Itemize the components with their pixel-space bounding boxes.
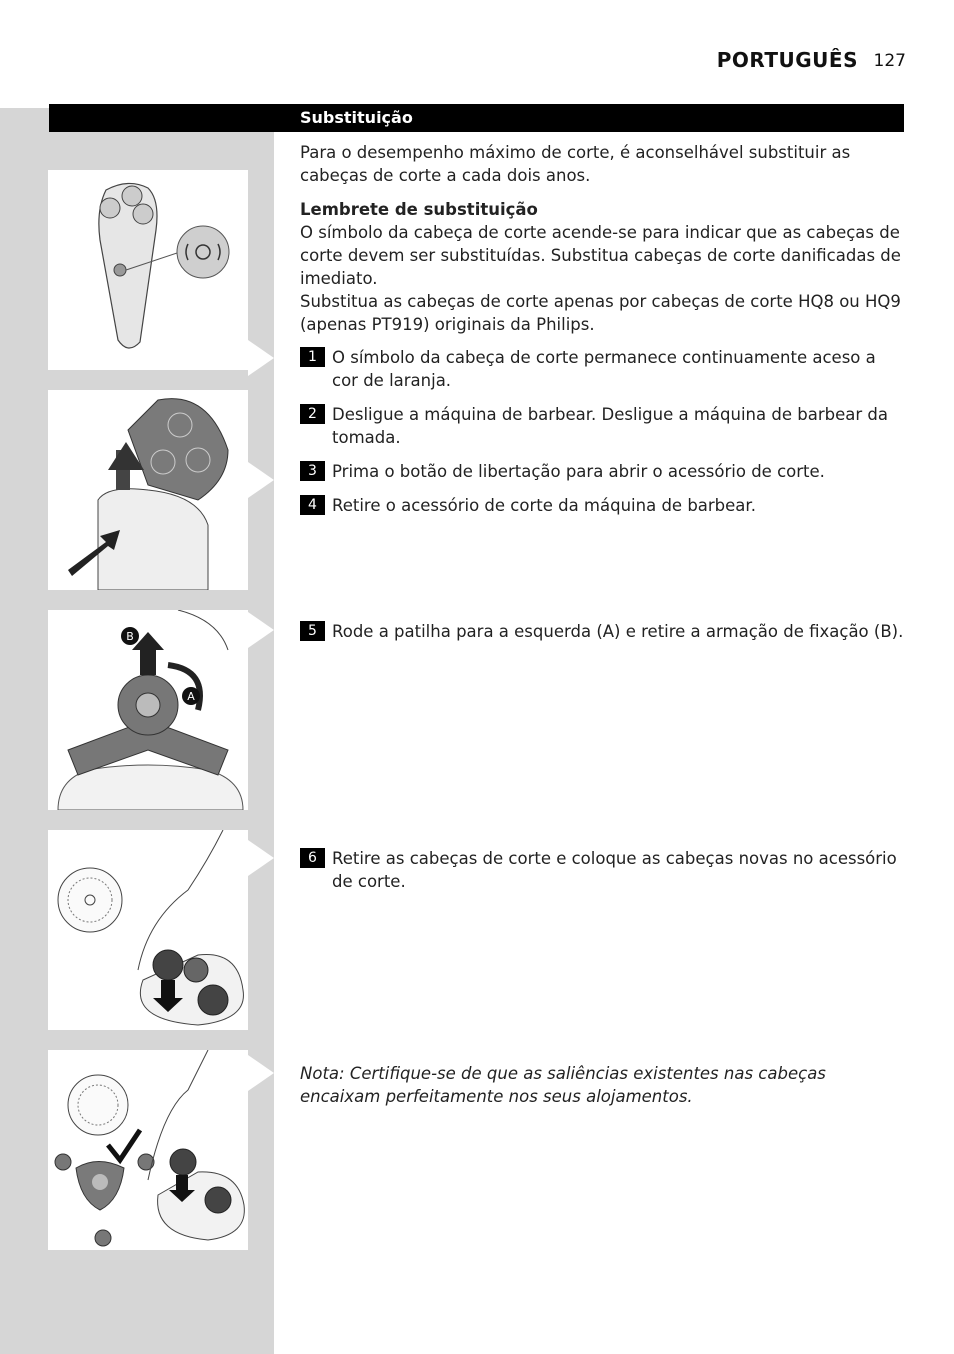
label-b: B — [126, 630, 134, 643]
figure-pointer — [248, 1055, 274, 1091]
figure-pointer — [248, 612, 274, 648]
step-text: O símbolo da cabeça de corte permanece continuamente aceso a cor de laranja. — [332, 348, 876, 390]
header-language: PORTUGUÊS — [716, 48, 858, 72]
step-number: 6 — [300, 848, 325, 868]
step-number: 3 — [300, 461, 325, 481]
figure-pointer — [248, 462, 274, 498]
section-title: Substituição — [300, 108, 413, 127]
reminder-paragraph: O símbolo da cabeça de corte acende-se para indicar que as cabeças de corte devem ser substituídas. Substitua cabeças de corte danificadas de imediato. — [300, 223, 901, 288]
step-number: 4 — [300, 495, 325, 515]
figure-correct-fit — [48, 1050, 248, 1250]
figure-open-shaving-unit — [48, 390, 248, 590]
step-text: Prima o botão de libertação para abrir o acessório de corte. — [332, 462, 825, 481]
figure-shaver-symbol — [48, 170, 248, 370]
intro-paragraph: Para o desempenho máximo de corte, é aconselhável substituir as cabeças de corte a cada dois anos. — [300, 143, 851, 185]
step-number: 1 — [300, 347, 325, 367]
section-bar — [49, 104, 904, 132]
figure-replace-heads — [48, 830, 248, 1030]
step-text: Retire as cabeças de corte e coloque as cabeças novas no acessório de corte. — [332, 849, 897, 891]
step-number: 5 — [300, 621, 325, 641]
figure-pointer — [248, 840, 274, 876]
step-text: Desligue a máquina de barbear. Desligue a máquina de barbear da tomada. — [332, 405, 888, 447]
figure-retaining-frame — [48, 610, 248, 810]
figure-pointer — [248, 340, 274, 376]
label-a: A — [187, 690, 195, 703]
step-number: 2 — [300, 404, 325, 424]
step-text: Retire o acessório de corte da máquina de barbear. — [332, 496, 756, 515]
reminder-paragraph-2: Substitua as cabeças de corte apenas por cabeças de corte HQ8 ou HQ9 (apenas PT919) originais da Philips. — [300, 292, 901, 334]
note-text: Nota: Certifique-se de que as saliências existentes nas cabeças encaixam perfeitamente nos seus alojamentos. — [300, 1064, 826, 1106]
step-text: Rode a patilha para a esquerda (A) e retire a armação de fixação (B). — [332, 622, 904, 641]
page-number: 127 — [873, 51, 906, 71]
reminder-heading: Lembrete de substituição — [300, 200, 538, 219]
